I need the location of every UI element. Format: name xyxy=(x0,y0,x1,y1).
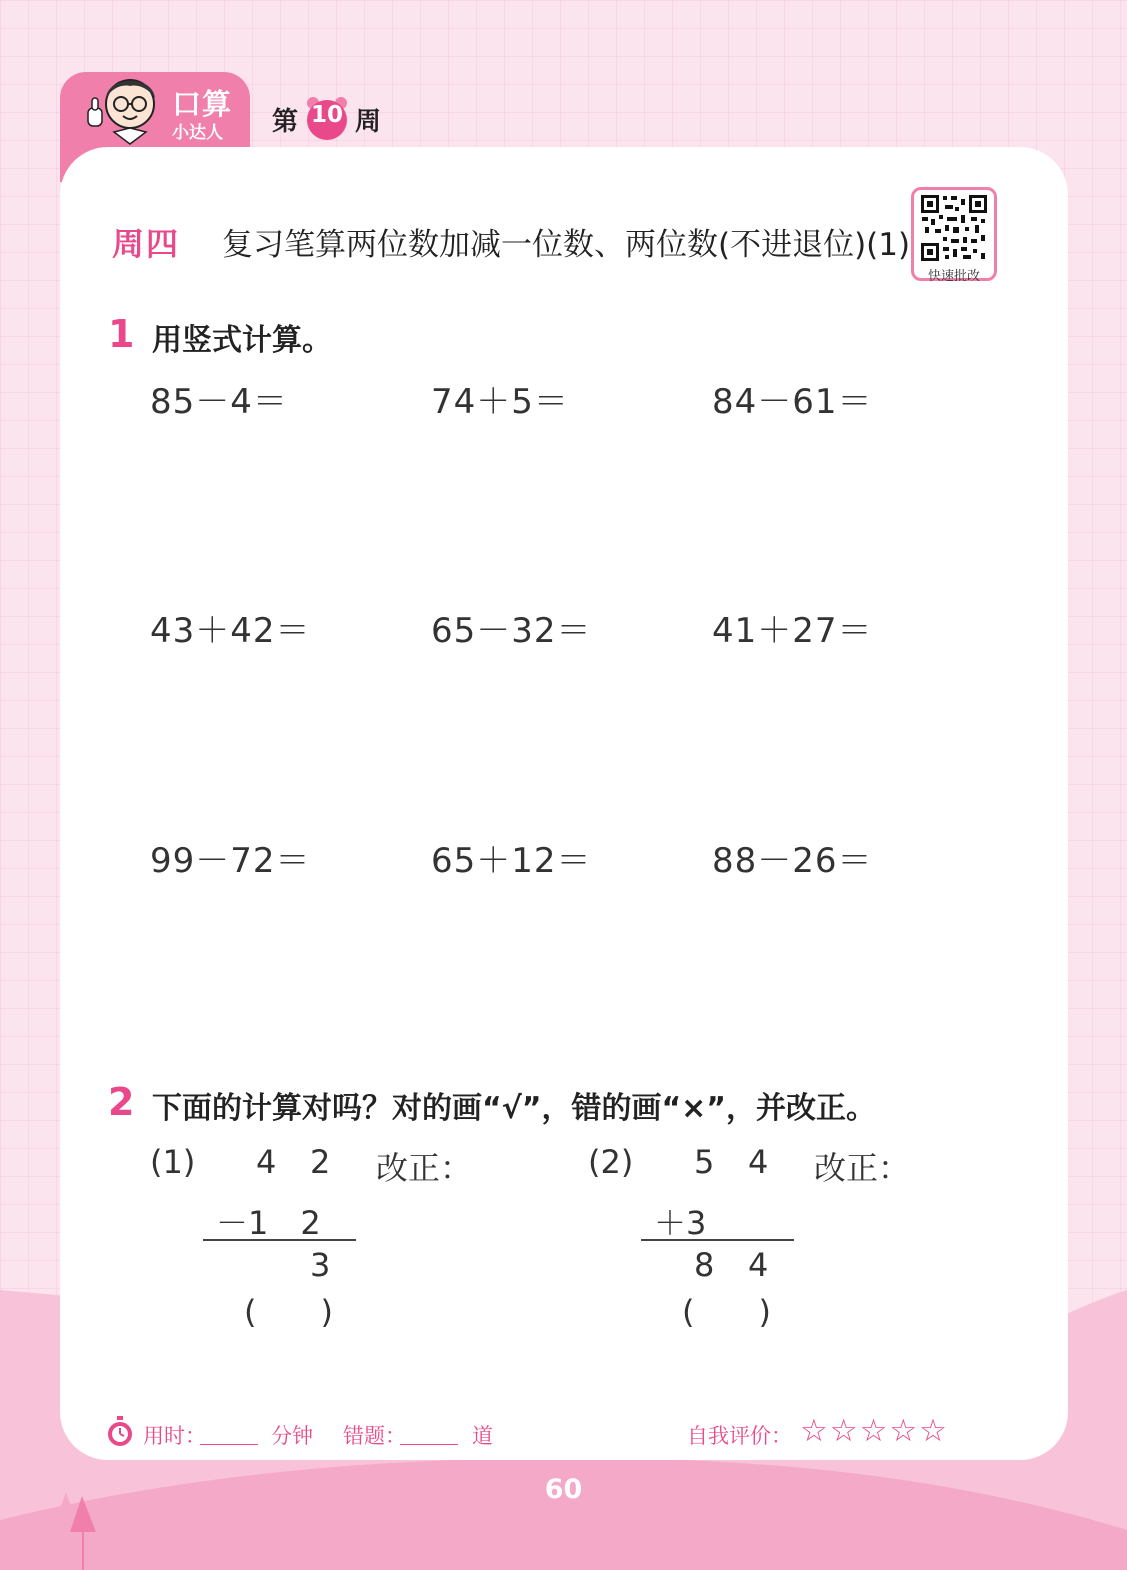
answer-bracket[interactable]: ( ) xyxy=(244,1293,333,1331)
section-number: 2 xyxy=(108,1080,135,1124)
operator-row: ＋3 xyxy=(654,1204,707,1242)
week-number: 10 xyxy=(310,102,343,128)
sum-line xyxy=(641,1239,794,1241)
week-suffix: 周 xyxy=(355,107,382,137)
problem: 65－32＝ xyxy=(431,611,592,651)
lesson-title: 复习笔算两位数加减一位数、两位数(不进退位)(1) xyxy=(222,227,911,263)
problem: 43＋42＝ xyxy=(150,611,311,651)
time-label: 用时： xyxy=(143,1424,206,1448)
digit: 4 xyxy=(748,1246,769,1284)
week-prefix: 第 xyxy=(272,107,299,137)
tree-icon xyxy=(54,1492,98,1570)
item-label: (1) xyxy=(150,1143,196,1181)
stopwatch-icon xyxy=(105,1416,135,1448)
item-label: (2) xyxy=(588,1143,634,1181)
section-instruction: 用竖式计算。 xyxy=(152,323,332,358)
rating-stars[interactable]: ☆☆☆☆☆ xyxy=(800,1413,949,1449)
digit: 8 xyxy=(694,1246,715,1284)
digit: 4 xyxy=(256,1143,277,1181)
section-instruction: 下面的计算对吗？对的画“√”，错的画“×”，并改正。 xyxy=(152,1091,877,1126)
operator-row: －1 2 xyxy=(216,1204,321,1242)
brand-title: 口算 xyxy=(172,87,233,121)
problem: 85－4＝ xyxy=(150,382,288,422)
page-number: 60 xyxy=(544,1474,583,1505)
correction-label: 改正： xyxy=(814,1149,911,1187)
errors-unit: 道 xyxy=(472,1424,493,1448)
problem: 65＋12＝ xyxy=(431,841,592,881)
digit: 4 xyxy=(748,1143,769,1181)
section-number: 1 xyxy=(108,312,135,356)
brand-subtitle: 小达人 xyxy=(172,123,223,143)
digit: 3 xyxy=(310,1246,331,1284)
problem: 88－26＝ xyxy=(712,841,873,881)
time-blank[interactable] xyxy=(200,1444,258,1445)
problem: 84－61＝ xyxy=(712,382,873,422)
mascot-icon xyxy=(78,70,168,150)
answer-bracket[interactable]: ( ) xyxy=(682,1293,771,1331)
time-unit: 分钟 xyxy=(271,1424,313,1448)
errors-blank[interactable] xyxy=(400,1444,458,1445)
correction-label: 改正： xyxy=(376,1149,473,1187)
errors-label: 错题： xyxy=(343,1424,406,1448)
digit: 5 xyxy=(694,1143,715,1181)
problem: 74＋5＝ xyxy=(431,382,569,422)
qr-caption: 快速批改 xyxy=(927,269,980,284)
rating-label: 自我评价： xyxy=(687,1424,792,1448)
sum-line xyxy=(203,1239,356,1241)
problem: 41＋27＝ xyxy=(712,611,873,651)
day-label: 周四 xyxy=(112,225,181,263)
problem: 99－72＝ xyxy=(150,841,311,881)
qr-code-icon[interactable] xyxy=(919,193,989,263)
digit: 2 xyxy=(310,1143,331,1181)
